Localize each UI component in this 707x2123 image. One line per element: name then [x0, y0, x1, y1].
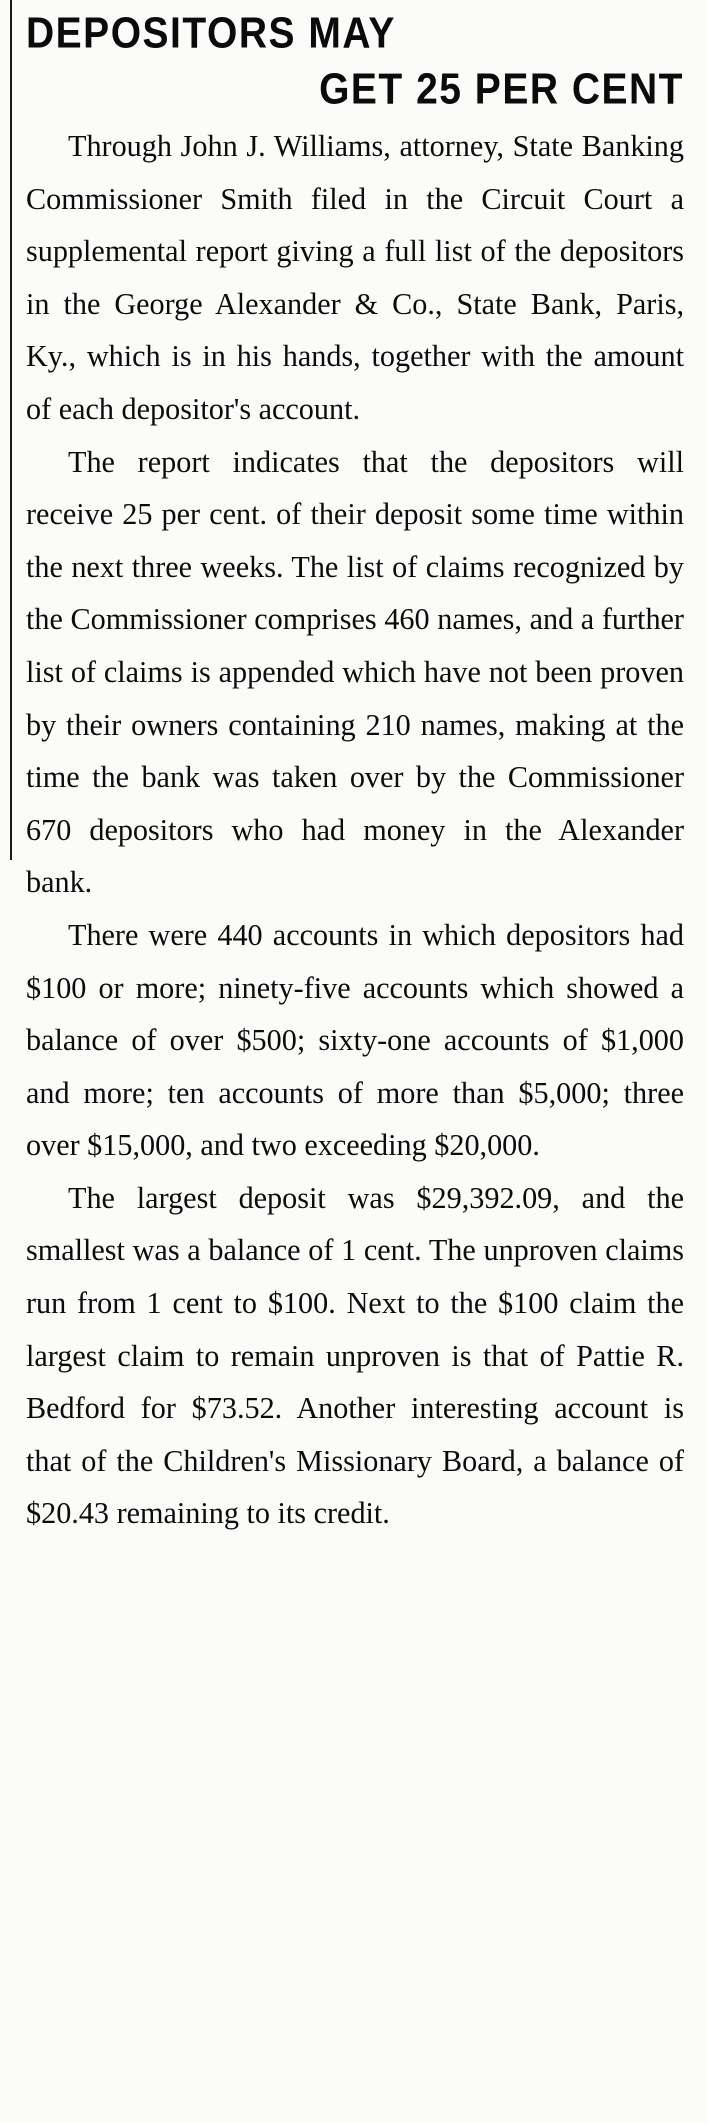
paragraph-3: There were 440 accounts in which depositors had $100 or more; ninety-five accounts which showed a balance of over $500; sixty-one accounts of $1,000 and more; ten accounts of more than $5,000; three over $15,000, and two exceeding $20,000.: [26, 917, 684, 1163]
article-body: [26, 120, 684, 1540]
column-rule: [10, 0, 12, 860]
paragraph-2: The report indicates that the depositors will receive 25 per cent. of their deposit some time within the next three weeks. The list of claims recognized by the Commissioner comprises 460 names, and a further list of claims is appended which have not been proven by their owners containing 210 names, making at the time the bank was taken over by the Commissioner 670 depositors who had money in the Alexander bank.: [26, 444, 684, 900]
headline-line-1: DEPOSITORS MAY: [26, 9, 396, 58]
headline-line-2: GET 25 PER CENT: [319, 65, 684, 114]
headline: [26, 6, 684, 118]
paragraph-4: The largest deposit was $29,392.09, and the smallest was a balance of 1 cent. The unproven claims run from 1 cent to $100. Next to the $100 claim the largest claim to remain unproven is that of Pattie R. Bedford for $73.52. Another interesting account is that of the Children's Missionary Board, a balance of $20.43 remaining to its credit.: [26, 1180, 684, 1531]
paragraph-1: Through John J. Williams, attorney, State Banking Commissioner Smith filed in the Circuit Court a supplemental report giving a full list of the depositors in the George Alexander & Co., State Bank, Paris, Ky., which is in his hands, together with the amount of each depositor's account.: [26, 129, 684, 426]
article: [26, 6, 684, 1540]
